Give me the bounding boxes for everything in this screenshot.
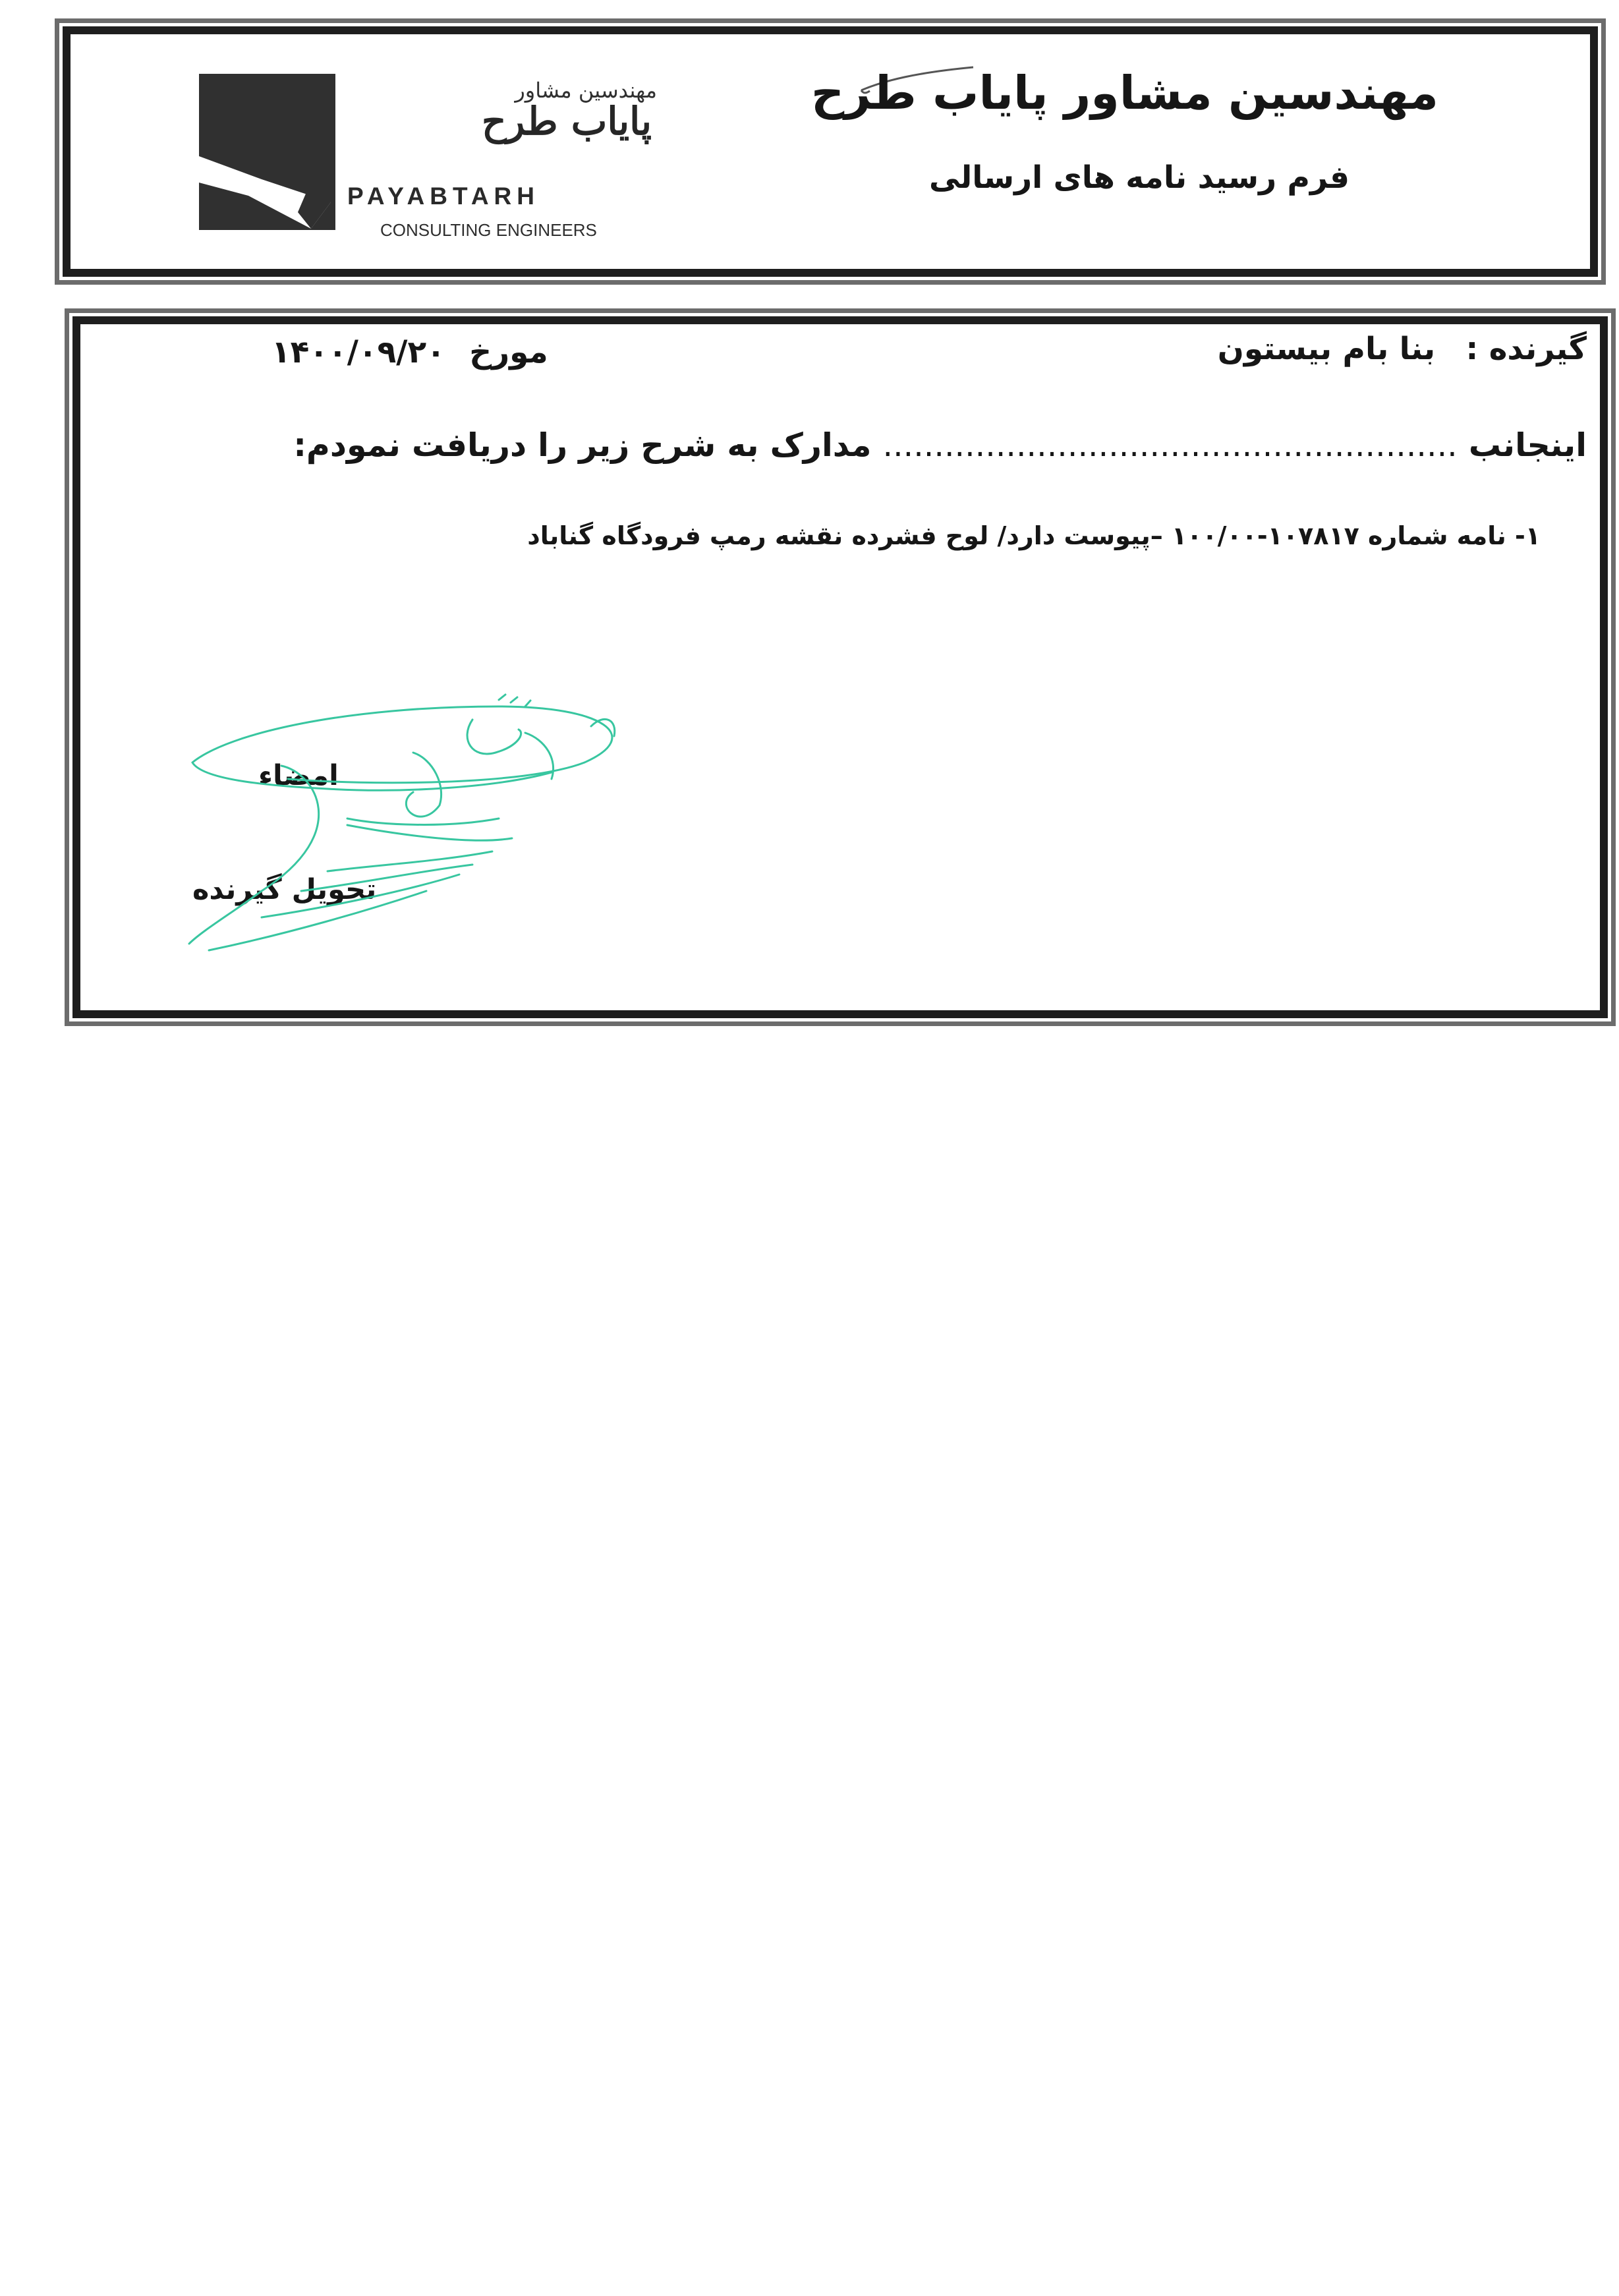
logo-wordmark bbox=[347, 74, 703, 252]
recipient-name: بنا بام بیستون bbox=[1217, 331, 1436, 367]
logo-main-text: پایاب طرح bbox=[481, 99, 652, 144]
handwritten-signature bbox=[130, 674, 644, 983]
date-label: مورخ bbox=[469, 334, 548, 370]
recipient-line bbox=[1218, 331, 1587, 367]
form-title: فرم رسید نامه های ارسالی bbox=[929, 159, 1349, 196]
signature-label: امضاء bbox=[258, 759, 339, 792]
deliver-label: تحویل گیرنده bbox=[192, 873, 377, 906]
letterhead-box bbox=[63, 26, 1598, 277]
received-prefix: اینجانب bbox=[1468, 426, 1587, 464]
recipient-label: گیرنده : bbox=[1465, 331, 1587, 367]
list-item: ۱- نامه شماره ۱۰۷۸۱۷-۱۰۰/۰۰ –پیوست دارد/ لوح فشرده نقشه رمپ فرودگاه گناباد bbox=[527, 521, 1541, 550]
logo-mark-icon bbox=[199, 74, 335, 230]
date-line bbox=[271, 334, 548, 370]
received-statement bbox=[293, 426, 1587, 464]
company-title: مهندسین مشاور پایاب طرح bbox=[810, 66, 1438, 120]
received-blank: ........................................................ bbox=[882, 426, 1458, 464]
receipt-box bbox=[72, 316, 1608, 1018]
date-value: ۱۴۰۰/۰۹/۲۰ bbox=[271, 334, 445, 370]
logo-latin-subtitle: CONSULTING ENGINEERS bbox=[380, 220, 597, 240]
received-suffix: مدارک به شرح زیر را دریافت نمودم: bbox=[293, 426, 872, 464]
logo-latin-name: PAYABTARH bbox=[347, 183, 540, 210]
logo-small-text: مهندسین مشاور bbox=[515, 78, 657, 103]
